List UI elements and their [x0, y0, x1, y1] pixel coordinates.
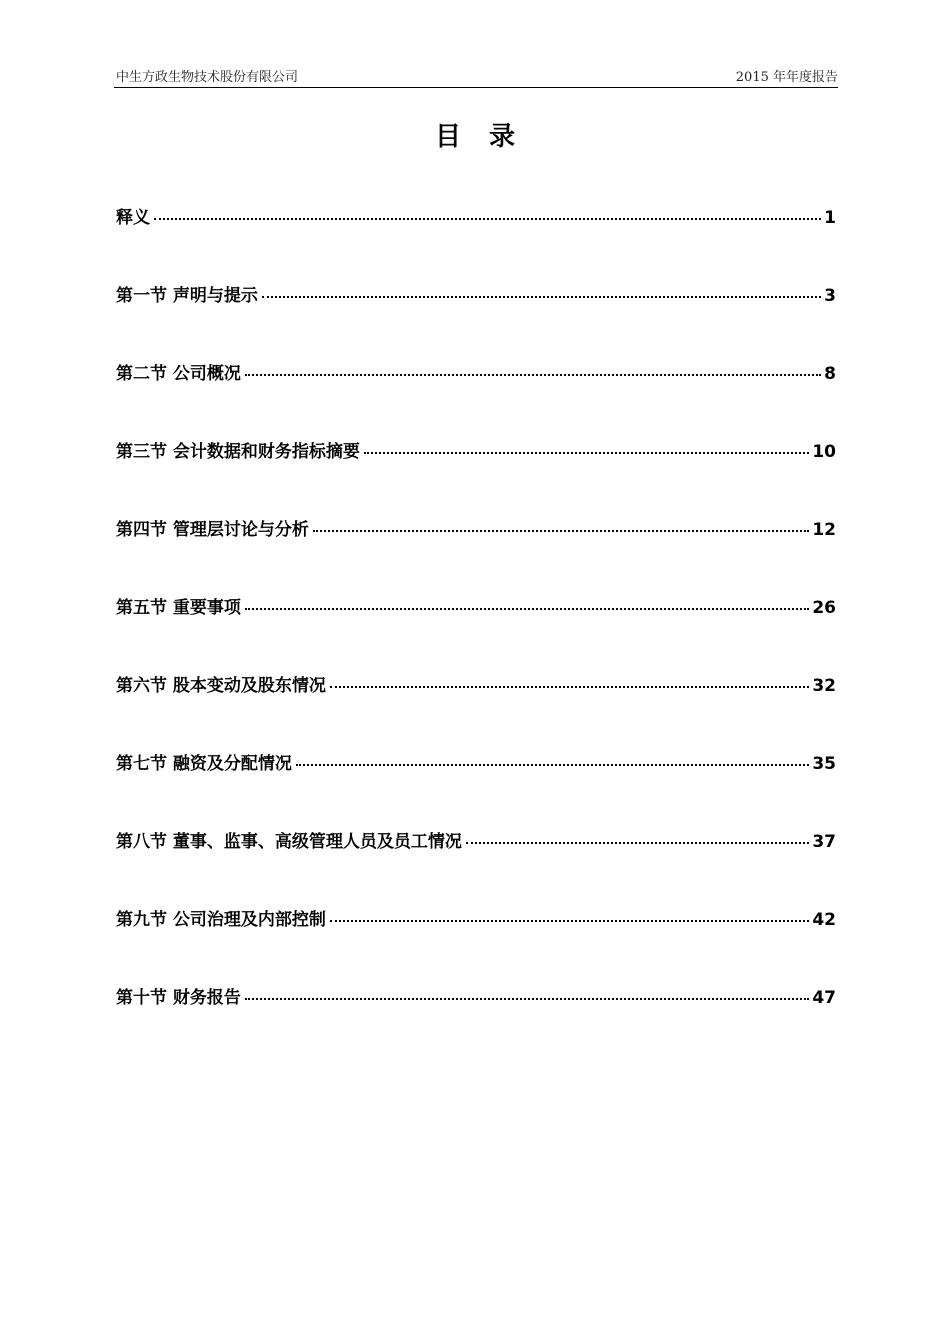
table-of-contents	[116, 203, 836, 1061]
toc-page-number: 3	[824, 286, 836, 306]
page-header	[114, 66, 838, 88]
toc-page-number: 8	[824, 364, 836, 384]
toc-dot-leader	[245, 374, 821, 376]
toc-page-number: 32	[812, 676, 836, 696]
toc-label: 第十节 财务报告	[116, 988, 241, 1008]
toc-entry-section-9[interactable]	[116, 905, 836, 983]
toc-page-number: 35	[812, 754, 836, 774]
toc-dot-leader	[245, 608, 809, 610]
toc-entry-section-3[interactable]	[116, 437, 836, 515]
toc-page-number: 37	[812, 832, 836, 852]
toc-entry-section-4[interactable]	[116, 515, 836, 593]
page-title: 目录	[434, 122, 543, 152]
toc-label: 第二节 公司概况	[116, 364, 241, 384]
toc-dot-leader	[245, 998, 809, 1000]
toc-entry-section-7[interactable]	[116, 749, 836, 827]
toc-dot-leader	[313, 530, 809, 532]
toc-page-number: 47	[812, 988, 836, 1008]
toc-entry-section-8[interactable]	[116, 827, 836, 905]
toc-page-number: 10	[812, 442, 836, 462]
toc-entry-section-2[interactable]	[116, 359, 836, 437]
toc-dot-leader	[296, 764, 809, 766]
toc-page-number: 1	[824, 208, 836, 228]
toc-label: 第九节 公司治理及内部控制	[116, 910, 326, 930]
toc-dot-leader	[330, 920, 809, 922]
toc-entry-section-6[interactable]	[116, 671, 836, 749]
toc-dot-leader	[262, 296, 821, 298]
header-company-name: 中生方政生物技术股份有限公司	[116, 70, 299, 85]
toc-label: 第七节 融资及分配情况	[116, 754, 292, 774]
toc-label: 第一节 声明与提示	[116, 286, 258, 306]
toc-label: 第八节 董事、监事、高级管理人员及员工情况	[116, 832, 462, 852]
toc-label: 第五节 重要事项	[116, 598, 241, 618]
toc-page-number: 26	[812, 598, 836, 618]
toc-entry-definitions[interactable]	[116, 203, 836, 281]
header-report-title: 2015 年年度报告	[735, 70, 838, 85]
toc-dot-leader	[154, 218, 821, 220]
toc-label: 释义	[116, 208, 150, 228]
toc-dot-leader	[330, 686, 809, 688]
toc-page-number: 42	[812, 910, 836, 930]
toc-label: 第六节 股本变动及股东情况	[116, 676, 326, 696]
toc-dot-leader	[364, 452, 809, 454]
toc-entry-section-1[interactable]	[116, 281, 836, 359]
toc-label: 第三节 会计数据和财务指标摘要	[116, 442, 360, 462]
toc-entry-section-5[interactable]	[116, 593, 836, 671]
toc-dot-leader	[466, 842, 809, 844]
toc-entry-section-10[interactable]	[116, 983, 836, 1061]
toc-page-number: 12	[812, 520, 836, 540]
toc-label: 第四节 管理层讨论与分析	[116, 520, 309, 540]
